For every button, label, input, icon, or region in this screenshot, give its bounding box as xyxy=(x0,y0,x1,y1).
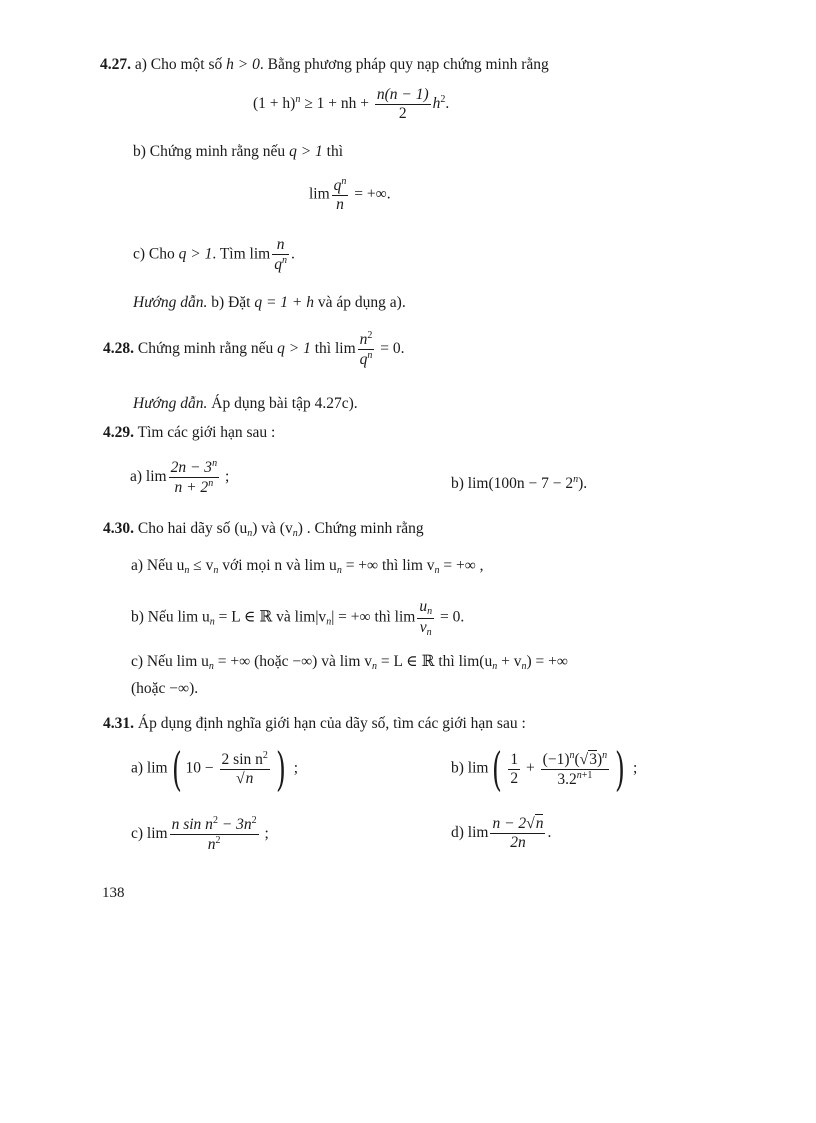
problem-4-29: 4.29. Tìm các giới hạn sau : xyxy=(103,424,276,441)
problem-4-31-a: a) lim( 10 − $\frac{2 \sin n^2}{√n}$ ) ; xyxy=(131,742,299,796)
problem-4-28: 4.28. Chứng minh rằng nếu q > 1 thì lim $\frac{n^2}{q^n}$ = 0. xyxy=(103,330,405,368)
page-number: 138 xyxy=(102,885,125,901)
hint-4-28: Hướng dẫn. Áp dụng bài tập 4.27c). xyxy=(133,395,358,412)
problem-4-30-b: b) Nếu $\lim u_n = L$ ∈ ℝ và $\lim|v_n|$ = +∞ thì lim $\frac{u_n}{v_n}$ = 0. xyxy=(131,598,465,638)
problem-4-30-a: a) Nếu $u_n \le v_n$ với mọi n và $\lim u_n$ = +∞ thì $\lim v_n$ = +∞ , xyxy=(131,557,484,576)
problem-4-31-b: b) lim( $\frac{1}{2}$ + $\frac{(-1)^n(√3)^n}{3.2^{n+1}}$ ) ; xyxy=(451,742,638,796)
problem-4-27-part-b: b) Chứng minh rằng nếu q > 1 thì xyxy=(133,143,344,160)
inequality-formula: $(1 + h)^n \ge 1$ + nh + $\frac{n(n - 1)}{2}$ $h^2$. xyxy=(253,86,450,122)
problem-number: 4.27. xyxy=(100,56,131,73)
problem-4-30-c-continued: (hoặc −∞). xyxy=(131,680,199,697)
problem-4-31: 4.31. Áp dụng định nghĩa giới hạn của dãy số, tìm các giới hạn sau : xyxy=(103,715,526,732)
hint-4-27: Hướng dẫn. b) Đặt q = 1 + h và áp dụng a). xyxy=(133,294,406,311)
problem-number: 4.28. xyxy=(103,339,134,357)
problem-4-29-b: b) $\lim(100n - 7 - 2^n)$. xyxy=(451,474,588,492)
limit-formula-b: lim $\frac{q^n}{n}$ = +∞. xyxy=(309,176,391,213)
problem-4-30-c: c) Nếu $\lim u_n$ = +∞ (hoặc −∞) và $\lim v_n = L$ ∈ ℝ thì $\lim(u_n + v_n)$ = +∞ xyxy=(131,653,568,672)
problem-4-29-a: a) lim $\frac{2n - 3^n}{n + 2^n}$ ; xyxy=(130,458,230,496)
problem-4-31-c: c) lim $\frac{n \sin n^2 - 3n^2}{n^2}$ ; xyxy=(131,815,269,853)
problem-4-27-part-a: 4.27. a) Cho một số h > 0. Bằng phương pháp quy nạp chứng minh rằng xyxy=(100,56,549,73)
problem-number: 4.30. xyxy=(103,520,134,537)
problem-number: 4.31. xyxy=(103,715,134,732)
fraction: $\frac{n(n - 1)}{2}$ xyxy=(376,86,429,122)
problem-4-27-part-c: c) Cho q > 1. Tìm lim $\frac{n}{q^n}$ . xyxy=(133,236,295,273)
problem-number: 4.29. xyxy=(103,424,134,441)
problem-4-31-d: d) lim $\frac{n - 2√n}{2n}$ . xyxy=(451,815,552,851)
problem-4-30: 4.30. Cho hai dãy số $(u_n)$ và $(v_n)$ . Chứng minh rằng xyxy=(103,520,424,539)
